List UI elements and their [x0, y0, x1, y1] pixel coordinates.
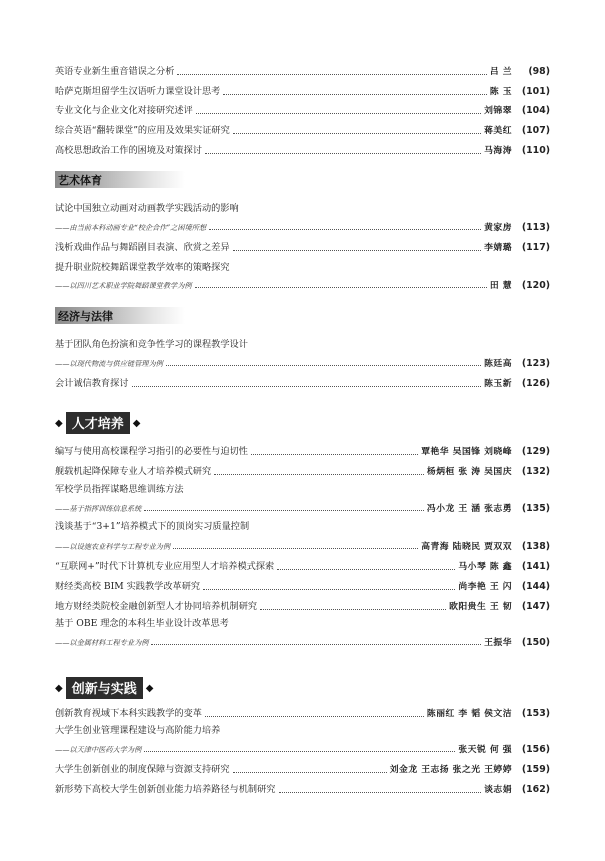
entry-page: (129) [521, 446, 550, 457]
toc-entry[interactable] [55, 780, 550, 796]
entry-subtitle: ——以现代物流与供应链管理为例 [55, 359, 163, 368]
entry-page: (120) [521, 280, 550, 291]
toc-entry[interactable] [55, 121, 550, 137]
leader-dots [205, 153, 481, 154]
leader-dots [173, 548, 418, 549]
section-header-innovation [55, 677, 153, 699]
entry-title: 大学生创新创业的制度保障与资源支持研究 [55, 764, 230, 775]
entry-authors: 张天锐 何 强 [458, 745, 512, 755]
leader-dots [260, 609, 446, 610]
section-label: 创新与实践 [66, 677, 143, 699]
toc-entry[interactable] [55, 557, 550, 573]
entry-title[interactable]: 试论中国独立动画对动画教学实践活动的影响 [55, 203, 239, 214]
entry-title: 英语专业新生重音错误之分析 [55, 66, 175, 77]
leader-dots [233, 250, 482, 251]
leader-dots [177, 74, 486, 75]
section-label: 艺术体育 [58, 174, 102, 187]
leader-dots [233, 772, 387, 773]
entry-title: 综合英语“翻转课堂”的应用及效果实证研究 [55, 125, 230, 136]
entry-title: 专业文化与企业文化对接研究述评 [55, 105, 193, 116]
diamond-icon: ◆ [145, 682, 154, 694]
entry-title: 财经类高校 BIM 实践教学改革研究 [55, 581, 201, 592]
entry-authors: 冯小龙 王 涵 张志勇 [426, 504, 512, 514]
entry-title[interactable]: 浅谈基于“3+1”培养模式下的顶岗实习质量控制 [55, 521, 250, 532]
entry-title: 创新教育视域下本科实践教学的变革 [55, 708, 202, 719]
entry-subtitle: ——以金属材料工程专业为例 [55, 638, 149, 647]
leader-dots [205, 716, 424, 717]
entry-authors: 刘锦翠 [484, 106, 512, 116]
entry-page: (141) [521, 561, 550, 572]
entry-title: 舰载机起降保障专业人才培养模式研究 [55, 466, 212, 477]
entry-page: (156) [521, 744, 550, 755]
entry-subtitle: ——以天津中医药大学为例 [55, 745, 142, 754]
entry-title[interactable]: 大学生创业管理课程建设与高阶能力培养 [55, 725, 221, 736]
entry-page: (153) [521, 708, 550, 719]
leader-dots [144, 510, 424, 511]
toc-entry[interactable] [55, 442, 550, 458]
entry-page: (144) [521, 581, 550, 592]
entry-authors: 田 慧 [489, 281, 512, 291]
toc-entry[interactable] [55, 141, 550, 157]
entry-page: (113) [521, 222, 550, 233]
entry-title[interactable]: 基于 OBE 理念的本科生毕业设计改革思考 [55, 618, 229, 629]
entry-page: (132) [521, 466, 550, 477]
entry-page: (107) [521, 125, 550, 136]
toc-entry-sub[interactable] [55, 500, 550, 514]
leader-dots [209, 229, 481, 230]
entry-title: 会计诚信教育探讨 [55, 378, 129, 389]
leader-dots [277, 569, 455, 570]
entry-authors: 马海涛 [484, 146, 512, 156]
diamond-icon: ◆ [55, 682, 63, 694]
toc-entry[interactable] [55, 82, 550, 98]
entry-title[interactable]: 军校学员指挥谋略思维训练方法 [55, 484, 184, 495]
toc-entry-sub[interactable] [55, 219, 550, 233]
leader-dots [166, 365, 481, 366]
entry-authors: 王振华 [484, 638, 512, 648]
entry-page: (123) [521, 358, 550, 369]
entry-authors: 覃艳华 吴国锋 刘晓峰 [421, 447, 512, 457]
leader-dots [132, 386, 482, 387]
entry-title[interactable]: 提升职业院校舞蹈课堂教学效率的策略探究 [55, 262, 230, 273]
toc-entry[interactable] [55, 577, 550, 593]
entry-authors: 高青海 陆晓民 贾双双 [421, 542, 512, 552]
toc-entry-sub[interactable] [55, 634, 550, 648]
entry-title: 编写与使用高校课程学习指引的必要性与迫切性 [55, 446, 248, 457]
toc-entry-sub[interactable] [55, 355, 550, 369]
leader-dots [195, 287, 487, 288]
leader-dots [251, 454, 418, 455]
entry-page: (117) [521, 242, 550, 253]
section-label: 经济与法律 [58, 310, 113, 323]
entry-page: (101) [521, 86, 550, 97]
entry-authors: 陈廷高 [484, 359, 512, 369]
toc-entry-sub[interactable] [55, 741, 550, 755]
entry-page: (98) [528, 66, 550, 77]
leader-dots [196, 113, 481, 114]
entry-authors: 黄家房 [484, 223, 512, 233]
entry-subtitle: ——以四川艺术职业学院舞蹈课堂教学为例 [55, 281, 192, 290]
leader-dots [233, 133, 481, 134]
entry-authors: 欧阳贵生 王 韧 [449, 602, 512, 612]
toc-entry[interactable] [55, 760, 550, 776]
entry-title: 地方财经类院校金融创新型人才协同培养机制研究 [55, 601, 258, 612]
entry-title: 浅析戏曲作品与舞蹈剧目表演、欣赏之差异 [55, 242, 230, 253]
section-header-talent [55, 412, 140, 434]
entry-page: (150) [521, 637, 550, 648]
entry-title: 新形势下高校大学生创新创业能力培养路径与机制研究 [55, 784, 276, 795]
toc-entry[interactable] [55, 62, 550, 78]
entry-subtitle: ——基于指挥训练信息系统 [55, 504, 142, 513]
leader-dots [279, 792, 482, 793]
leader-dots [203, 589, 455, 590]
entry-title[interactable]: 基于团队角色扮演和竞争性学习的课程教学设计 [55, 339, 248, 350]
entry-page: (147) [521, 601, 550, 612]
section-label: 人才培养 [66, 412, 130, 434]
entry-subtitle: ——由当前本科动画专业“校企合作”之困境所想 [55, 223, 207, 232]
section-header-econ [55, 307, 185, 324]
entry-page: (159) [521, 764, 550, 775]
leader-dots [151, 644, 481, 645]
entry-authors: 陈玉新 [484, 379, 512, 389]
entry-title: “互联网+”时代下计算机专业应用型人才培养模式探索 [55, 561, 275, 572]
entry-page: (104) [521, 105, 550, 116]
toc-entry[interactable] [55, 597, 550, 613]
entry-subtitle: ——以设施农业科学与工程专业为例 [55, 542, 171, 551]
leader-dots [214, 474, 424, 475]
entry-page: (126) [521, 378, 550, 389]
section-header-arts [55, 171, 185, 188]
toc-entry-sub[interactable] [55, 277, 550, 291]
toc-entry[interactable] [55, 101, 550, 117]
entry-authors: 李婧璐 [484, 243, 512, 253]
entry-authors: 陈丽红 李 韬 侯文洁 [426, 709, 512, 719]
entry-title: 高校思想政治工作的困境及对策探讨 [55, 145, 202, 156]
entry-title: 哈萨克斯坦留学生汉语听力课堂设计思考 [55, 86, 221, 97]
entry-page: (138) [521, 541, 550, 552]
toc-entry[interactable] [55, 238, 550, 254]
entry-authors: 杨炳桓 张 涛 吴国庆 [426, 467, 512, 477]
entry-authors: 陈 玉 [489, 87, 512, 97]
toc-entry[interactable] [55, 374, 550, 390]
entry-authors: 吕 兰 [489, 67, 512, 77]
entry-page: (162) [521, 784, 550, 795]
diamond-icon: ◆ [132, 417, 141, 429]
entry-authors: 谈志娟 [484, 785, 512, 795]
entry-authors: 刘金龙 王志扬 张之光 王婷婷 [389, 765, 512, 775]
toc-entry[interactable] [55, 462, 550, 478]
entry-page: (135) [521, 503, 550, 514]
leader-dots [223, 94, 486, 95]
leader-dots [144, 751, 455, 752]
diamond-icon: ◆ [55, 417, 63, 429]
entry-page: (110) [521, 145, 550, 156]
toc-entry-sub[interactable] [55, 538, 550, 552]
entry-authors: 蒋美红 [484, 126, 512, 136]
toc-entry[interactable] [55, 704, 550, 720]
entry-authors: 马小琴 陈 鑫 [458, 562, 512, 572]
entry-authors: 尚李艳 王 闪 [458, 582, 512, 592]
